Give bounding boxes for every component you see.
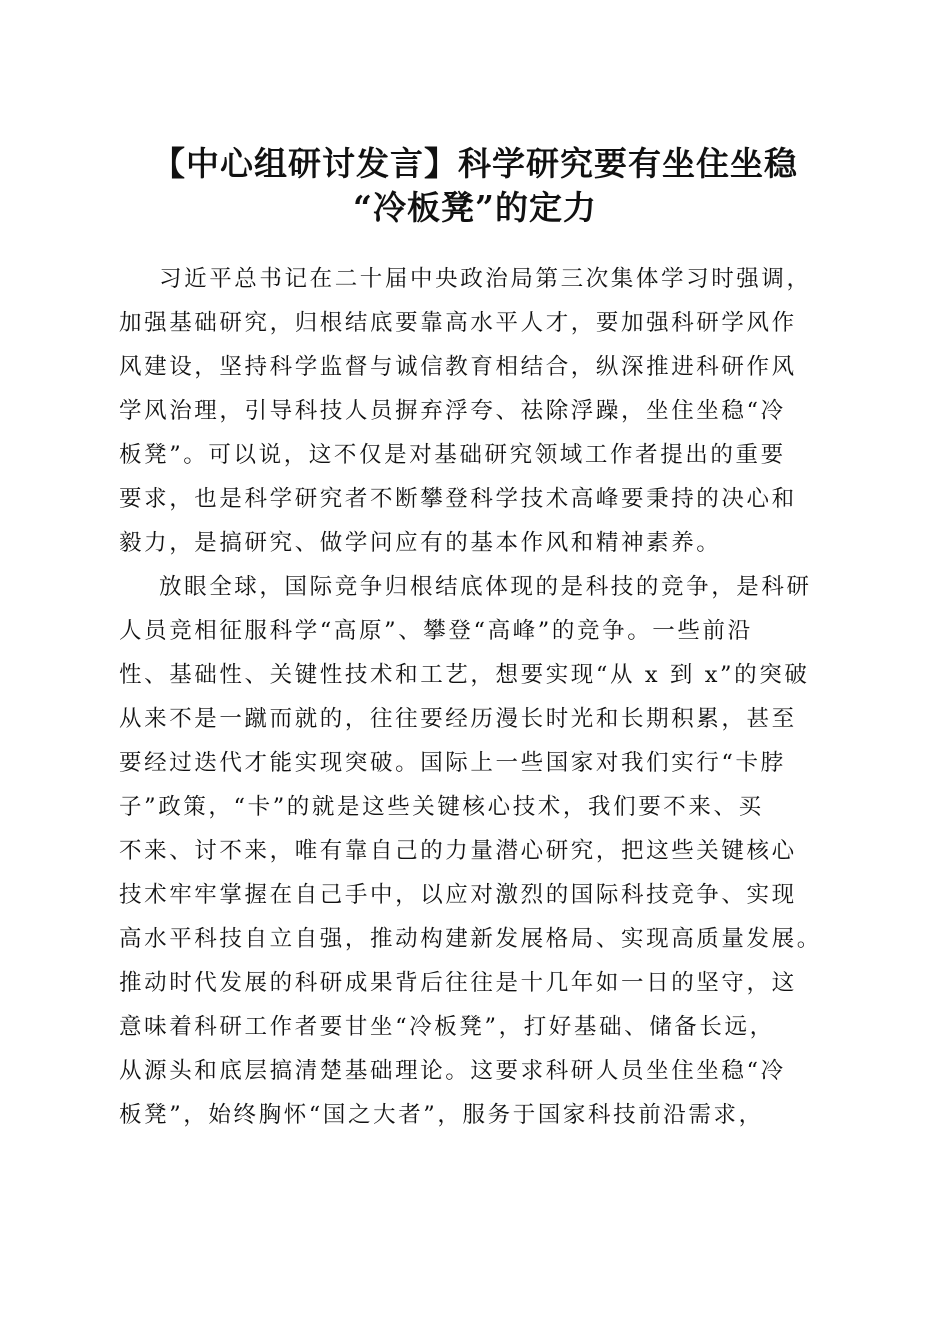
paragraph-1-line: 要求，也是科学研究者不断攀登科学技术高峰要秉持的决心和 xyxy=(119,486,797,512)
paragraph-2-line: 从来不是一蹴而就的，往往要经历漫长时光和长期积累，甚至 xyxy=(119,706,797,732)
paragraph-1-line: 毅力，是搞研究、做学问应有的基本作风和精神素养。 xyxy=(119,530,722,556)
document-body xyxy=(119,257,839,1137)
paragraph-2-line: 板凳”，始终胸怀“国之大者”，服务于国家科技前沿需求， xyxy=(119,1102,764,1128)
paragraph-1-line: 板凳”。可以说，这不仅是对基础研究领域工作者提出的重要 xyxy=(119,442,786,468)
paragraph-1-line: 学风治理，引导科技人员摒弃浮夸、祛除浮躁，坐住坐稳“冷 xyxy=(119,398,786,424)
paragraph-2-line: 高水平科技自立自强，推动构建新发展格局、实现高质量发展。 xyxy=(119,926,822,952)
paragraph-2-line: 人员竞相征服科学“高原”、攀登“高峰”的竞争。一些前沿 xyxy=(119,618,753,644)
document-title-line-2: “冷板凳”的定力 xyxy=(353,188,597,227)
paragraph-1-line: 加强基础研究，归根结底要靠高水平人才，要加强科研学风作 xyxy=(119,310,797,336)
document-title-line-1: 【中心组研讨发言】科学研究要有坐住坐稳 xyxy=(152,144,798,183)
paragraph-2-line: 子”政策，“卡”的就是这些关键核心技术，我们要不来、买 xyxy=(119,794,764,820)
paragraph-1-line: 习近平总书记在二十届中央政治局第三次集体学习时强调， xyxy=(159,266,812,292)
paragraph-2-line: 从源头和底层搞清楚基础理论。这要求科研人员坐住坐稳“冷 xyxy=(119,1058,786,1084)
paragraph-2-line: 要经过迭代才能实现突破。国际上一些国家对我们实行“卡脖 xyxy=(119,750,786,776)
paragraph-2-line: 技术牢牢掌握在自己手中，以应对激烈的国际科技竞争、实现 xyxy=(119,882,797,908)
paragraph-2-line: 意味着科研工作者要甘坐“冷板凳”，打好基础、储备长远， xyxy=(119,1014,775,1040)
paragraph-2-line: 不来、讨不来，唯有靠自己的力量潜心研究，把这些关键核心 xyxy=(119,838,797,864)
paragraph-2-line: 放眼全球，国际竞争归根结底体现的是科技的竞争，是科研 xyxy=(159,574,812,600)
paragraph-2-line: 推动时代发展的科研成果背后往往是十几年如一日的坚守，这 xyxy=(119,970,797,996)
paragraph-2-line: 性、基础性、关键性技术和工艺，想要实现“从 x 到 x”的突破 xyxy=(119,662,810,688)
paragraph-1-line: 风建设，坚持科学监督与诚信教育相结合，纵深推进科研作风 xyxy=(119,354,797,380)
